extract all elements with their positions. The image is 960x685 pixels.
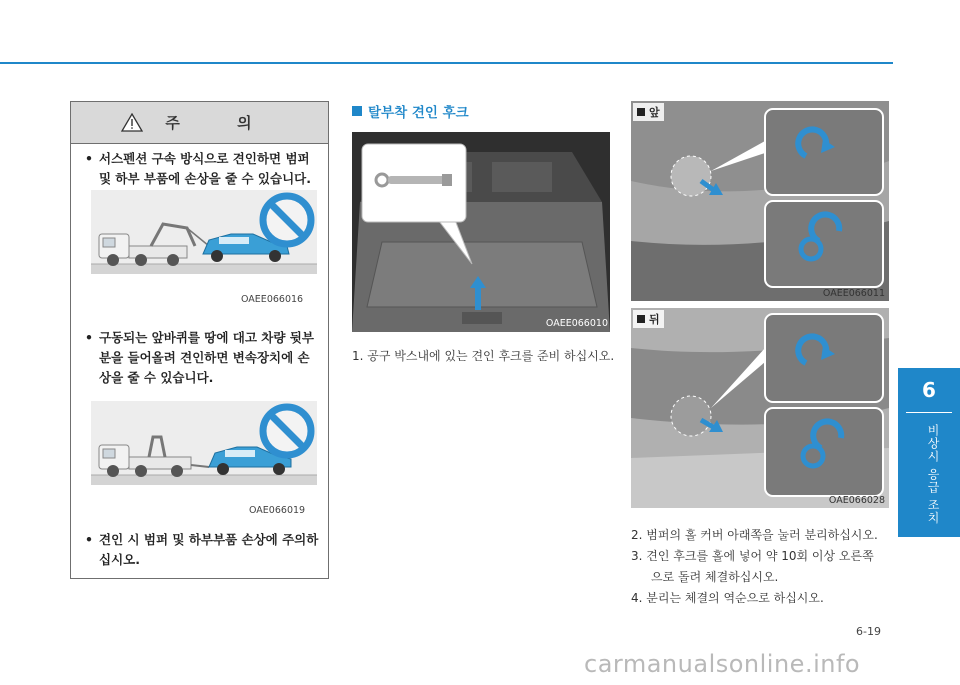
front-label-text: 앞 xyxy=(649,106,660,119)
square-bullet-icon xyxy=(637,315,645,323)
chapter-label: 비상시 응급 조치 xyxy=(926,424,940,525)
watermark: carmanualsonline.info xyxy=(584,650,861,678)
image-code: OAE066019 xyxy=(249,505,306,516)
top-rule xyxy=(0,62,893,64)
tow-truck-car-image xyxy=(91,190,317,274)
chapter-divider xyxy=(906,412,952,413)
chapter-number: 6 xyxy=(922,378,936,402)
caution-item-text: 서스펜션 구속 방식으로 견인하면 범퍼 및 하부 부품에 손상을 줄 수 있습니다. xyxy=(99,151,311,186)
caution-item-text: 견인 시 범퍼 및 하부부품 손상에 주의하십시오. xyxy=(99,532,319,567)
rear-bumper-photo xyxy=(631,308,889,508)
square-bullet-icon xyxy=(352,106,362,116)
caution-item-text: 구동되는 앞바퀴를 땅에 대고 차량 뒷부분을 들어올려 견인하면 변속장치에 손상을 줄 수 있습니다. xyxy=(99,330,314,385)
step-4: 4. 분리는 체결의 역순으로 하십시오. xyxy=(631,591,824,605)
rear-bumper-image xyxy=(631,308,889,508)
tow-illustration-rear-lift xyxy=(91,401,317,485)
image-code: OAE066028 xyxy=(828,495,885,506)
rear-label-text: 뒤 xyxy=(649,313,660,326)
square-bullet-icon xyxy=(637,108,645,116)
bullet-dot: • xyxy=(85,151,93,166)
image-code: OAEE066016 xyxy=(241,294,304,305)
front-bumper-image xyxy=(631,101,889,301)
caution-item-1 xyxy=(85,149,321,189)
front-label xyxy=(633,103,664,121)
bullet-dot: • xyxy=(85,330,93,345)
front-bumper-photo xyxy=(631,101,889,301)
tow-illustration-suspension xyxy=(91,190,317,274)
rear-label xyxy=(633,310,664,328)
page-number: 6-19 xyxy=(856,625,881,638)
step-3: 3. 견인 후크를 홀에 넣어 약 10회 이상 오른쪽 xyxy=(631,549,874,563)
step-1: 1. 공구 박스내에 있는 견인 후크를 준비 하십시오. xyxy=(352,349,615,363)
image-code: OAEE066010 xyxy=(545,318,608,329)
section-title-text: 탈부착 견인 후크 xyxy=(368,105,469,121)
step-3-cont: 으로 돌려 체결하십시오. xyxy=(651,570,779,584)
bullet-dot: • xyxy=(85,532,93,547)
caution-title: 주 의 xyxy=(165,114,278,132)
caution-header xyxy=(71,102,328,144)
caution-item-2 xyxy=(85,328,321,388)
section-title xyxy=(352,101,469,121)
caution-item-3 xyxy=(85,530,321,570)
image-code: OAEE066011 xyxy=(822,288,885,299)
tow-truck-car-image xyxy=(91,401,317,485)
chapter-tab xyxy=(898,368,960,537)
warning-triangle-icon xyxy=(121,113,143,132)
step-2: 2. 범퍼의 홀 커버 아래쪽을 눌러 분리하십시오. xyxy=(631,528,878,542)
caution-box xyxy=(70,101,329,579)
cargo-hook-image xyxy=(352,132,610,332)
cargo-area-photo xyxy=(352,132,610,332)
